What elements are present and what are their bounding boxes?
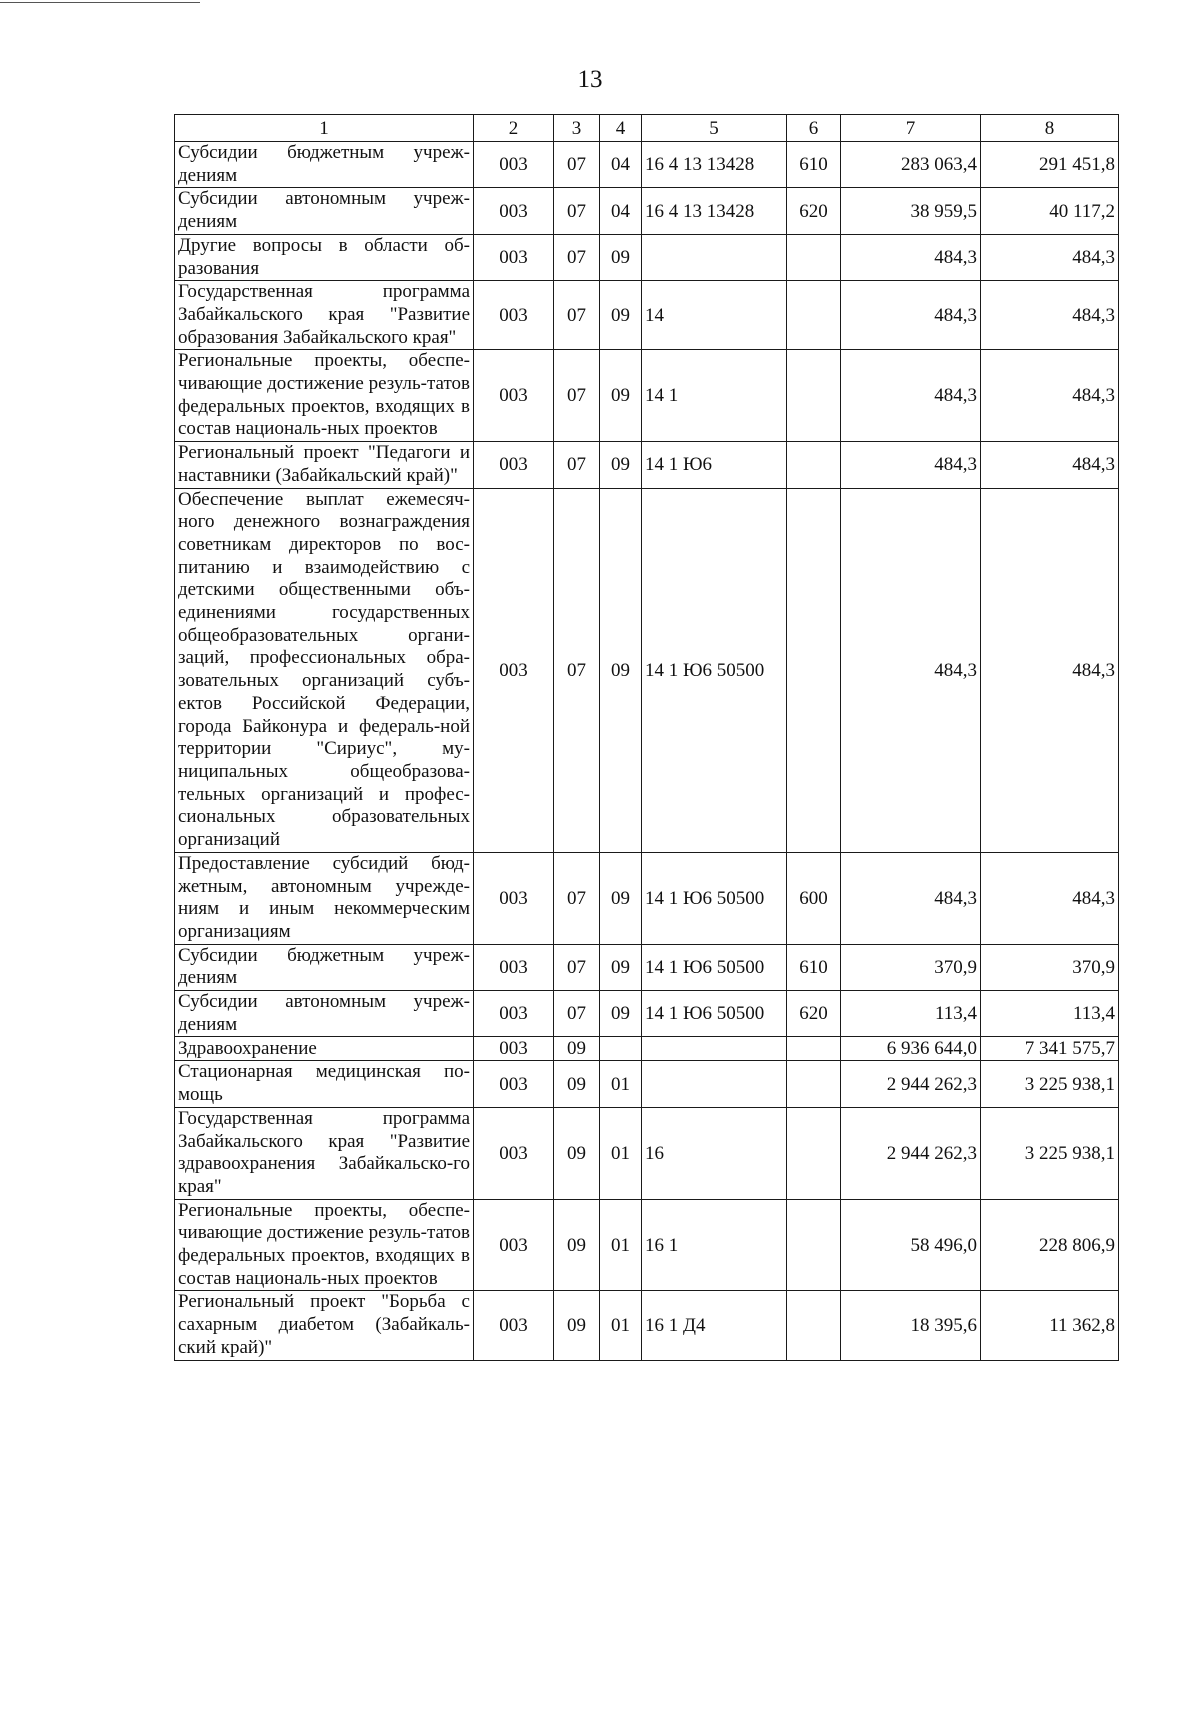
column-header: 5 xyxy=(642,115,787,142)
budget-table xyxy=(174,114,1119,1361)
header-row xyxy=(175,115,1119,142)
row-name-cell: Другие вопросы в области об-разования xyxy=(175,234,474,280)
amount-year1-cell: 58 496,0 xyxy=(841,1199,981,1291)
amount-year2-cell: 484,3 xyxy=(981,442,1119,488)
admin-code-cell: 003 xyxy=(474,188,554,234)
amount-year1-cell: 484,3 xyxy=(841,852,981,944)
expense-type-cell xyxy=(787,1291,841,1360)
admin-code-cell: 003 xyxy=(474,1037,554,1061)
subsection-code-cell: 09 xyxy=(600,991,642,1037)
amount-year2-cell: 484,3 xyxy=(981,234,1119,280)
target-article-cell: 14 xyxy=(642,281,787,350)
table-row xyxy=(175,1291,1119,1360)
table-row xyxy=(175,442,1119,488)
section-code-cell: 07 xyxy=(554,852,600,944)
subsection-code-cell: 04 xyxy=(600,188,642,234)
amount-year1-cell: 18 395,6 xyxy=(841,1291,981,1360)
table-row xyxy=(175,1061,1119,1107)
row-name-cell: Здравоохранение xyxy=(175,1037,474,1061)
page-number: 13 xyxy=(577,66,603,93)
section-code-cell: 09 xyxy=(554,1291,600,1360)
expense-type-cell: 620 xyxy=(787,991,841,1037)
amount-year2-cell: 11 362,8 xyxy=(981,1291,1119,1360)
table-row xyxy=(175,142,1119,188)
expense-type-cell xyxy=(787,1037,841,1061)
column-header: 1 xyxy=(175,115,474,142)
amount-year1-cell: 484,3 xyxy=(841,488,981,852)
target-article-cell: 16 1 Д4 xyxy=(642,1291,787,1360)
expense-type-cell: 610 xyxy=(787,142,841,188)
admin-code-cell: 003 xyxy=(474,1061,554,1107)
subsection-code-cell: 09 xyxy=(600,234,642,280)
target-article-cell: 14 1 Ю6 50500 xyxy=(642,488,787,852)
column-header: 2 xyxy=(474,115,554,142)
table-row xyxy=(175,1037,1119,1061)
section-code-cell: 09 xyxy=(554,1107,600,1199)
target-article-cell: 16 1 xyxy=(642,1199,787,1291)
row-name-cell: Субсидии бюджетным учреж-дениям xyxy=(175,142,474,188)
expense-type-cell xyxy=(787,1061,841,1107)
amount-year2-cell: 3 225 938,1 xyxy=(981,1061,1119,1107)
expense-type-cell: 610 xyxy=(787,944,841,990)
row-name-cell: Обеспечение выплат ежемесяч-ного денежного вознаграждения советникам директоров по вос-питанию и взаимодействию с детскими общественными объ-единениями государственных общеобразовательных органи-заций, профессиональных обра-зовательных организаций субъ-ектов Российской Федерации, города Байконура и федераль-ной территории "Сириус", му-ниципальных общеобразова-тельных организаций и профес-сиональных образовательных организаций xyxy=(175,488,474,852)
amount-year1-cell: 2 944 262,3 xyxy=(841,1061,981,1107)
row-name-cell: Региональный проект "Борьба с сахарным диабетом (Забайкаль-ский край)" xyxy=(175,1291,474,1360)
target-article-cell: 16 4 13 13428 xyxy=(642,142,787,188)
table-row xyxy=(175,188,1119,234)
admin-code-cell: 003 xyxy=(474,1107,554,1199)
admin-code-cell: 003 xyxy=(474,234,554,280)
amount-year2-cell: 40 117,2 xyxy=(981,188,1119,234)
row-name-cell: Субсидии бюджетным учреж-дениям xyxy=(175,944,474,990)
section-code-cell: 07 xyxy=(554,350,600,442)
column-header: 8 xyxy=(981,115,1119,142)
admin-code-cell: 003 xyxy=(474,991,554,1037)
admin-code-cell: 003 xyxy=(474,1199,554,1291)
section-code-cell: 07 xyxy=(554,991,600,1037)
admin-code-cell: 003 xyxy=(474,488,554,852)
target-article-cell: 14 1 Ю6 50500 xyxy=(642,944,787,990)
table-row xyxy=(175,1107,1119,1199)
row-name-cell: Региональный проект "Педагоги и наставники (Забайкальский край)" xyxy=(175,442,474,488)
table-row xyxy=(175,991,1119,1037)
table-row xyxy=(175,944,1119,990)
amount-year2-cell: 484,3 xyxy=(981,281,1119,350)
amount-year2-cell: 7 341 575,7 xyxy=(981,1037,1119,1061)
admin-code-cell: 003 xyxy=(474,944,554,990)
amount-year2-cell: 3 225 938,1 xyxy=(981,1107,1119,1199)
subsection-code-cell: 09 xyxy=(600,852,642,944)
amount-year1-cell: 484,3 xyxy=(841,442,981,488)
amount-year1-cell: 484,3 xyxy=(841,281,981,350)
target-article-cell: 16 4 13 13428 xyxy=(642,188,787,234)
amount-year1-cell: 370,9 xyxy=(841,944,981,990)
target-article-cell xyxy=(642,1037,787,1061)
admin-code-cell: 003 xyxy=(474,852,554,944)
expense-type-cell xyxy=(787,234,841,280)
page-top-rule xyxy=(0,2,200,3)
expense-type-cell xyxy=(787,488,841,852)
admin-code-cell: 003 xyxy=(474,281,554,350)
section-code-cell: 07 xyxy=(554,281,600,350)
row-name-cell: Субсидии автономным учреж-дениям xyxy=(175,991,474,1037)
expense-type-cell xyxy=(787,1199,841,1291)
target-article-cell: 14 1 Ю6 xyxy=(642,442,787,488)
expense-type-cell xyxy=(787,350,841,442)
amount-year1-cell: 484,3 xyxy=(841,350,981,442)
amount-year1-cell: 484,3 xyxy=(841,234,981,280)
subsection-code-cell: 09 xyxy=(600,350,642,442)
section-code-cell: 07 xyxy=(554,142,600,188)
row-name-cell: Стационарная медицинская по-мощь xyxy=(175,1061,474,1107)
expense-type-cell xyxy=(787,281,841,350)
section-code-cell: 07 xyxy=(554,442,600,488)
amount-year1-cell: 283 063,4 xyxy=(841,142,981,188)
admin-code-cell: 003 xyxy=(474,142,554,188)
target-article-cell: 14 1 Ю6 50500 xyxy=(642,852,787,944)
section-code-cell: 07 xyxy=(554,188,600,234)
section-code-cell: 07 xyxy=(554,944,600,990)
table-row xyxy=(175,1199,1119,1291)
table-row xyxy=(175,234,1119,280)
amount-year2-cell: 484,3 xyxy=(981,350,1119,442)
table-row xyxy=(175,488,1119,852)
row-name-cell: Региональные проекты, обеспе-чивающие достижение резуль-татов федеральных проектов, входящих в состав националь-ных проектов xyxy=(175,350,474,442)
section-code-cell: 09 xyxy=(554,1199,600,1291)
amount-year1-cell: 6 936 644,0 xyxy=(841,1037,981,1061)
table-row xyxy=(175,852,1119,944)
subsection-code-cell: 09 xyxy=(600,944,642,990)
admin-code-cell: 003 xyxy=(474,442,554,488)
admin-code-cell: 003 xyxy=(474,1291,554,1360)
subsection-code-cell: 04 xyxy=(600,142,642,188)
subsection-code-cell xyxy=(600,1037,642,1061)
admin-code-cell: 003 xyxy=(474,350,554,442)
target-article-cell: 16 xyxy=(642,1107,787,1199)
target-article-cell: 14 1 xyxy=(642,350,787,442)
section-code-cell: 07 xyxy=(554,488,600,852)
amount-year2-cell: 291 451,8 xyxy=(981,142,1119,188)
row-name-cell: Предоставление субсидий бюд-жетным, автономным учрежде-ниям и иным некоммерческим организациям xyxy=(175,852,474,944)
subsection-code-cell: 09 xyxy=(600,442,642,488)
expense-type-cell: 620 xyxy=(787,188,841,234)
target-article-cell: 14 1 Ю6 50500 xyxy=(642,991,787,1037)
subsection-code-cell: 09 xyxy=(600,488,642,852)
subsection-code-cell: 01 xyxy=(600,1199,642,1291)
subsection-code-cell: 01 xyxy=(600,1291,642,1360)
section-code-cell: 09 xyxy=(554,1037,600,1061)
expense-type-cell xyxy=(787,442,841,488)
expense-type-cell: 600 xyxy=(787,852,841,944)
row-name-cell: Государственная программа Забайкальского края "Развитие здравоохранения Забайкальско-го края" xyxy=(175,1107,474,1199)
amount-year1-cell: 38 959,5 xyxy=(841,188,981,234)
table-row xyxy=(175,281,1119,350)
amount-year1-cell: 113,4 xyxy=(841,991,981,1037)
row-name-cell: Субсидии автономным учреж-дениям xyxy=(175,188,474,234)
target-article-cell xyxy=(642,234,787,280)
amount-year2-cell: 113,4 xyxy=(981,991,1119,1037)
section-code-cell: 09 xyxy=(554,1061,600,1107)
table-row xyxy=(175,350,1119,442)
section-code-cell: 07 xyxy=(554,234,600,280)
amount-year2-cell: 228 806,9 xyxy=(981,1199,1119,1291)
subsection-code-cell: 09 xyxy=(600,281,642,350)
amount-year2-cell: 370,9 xyxy=(981,944,1119,990)
amount-year2-cell: 484,3 xyxy=(981,852,1119,944)
column-header: 3 xyxy=(554,115,600,142)
amount-year1-cell: 2 944 262,3 xyxy=(841,1107,981,1199)
subsection-code-cell: 01 xyxy=(600,1061,642,1107)
column-header: 6 xyxy=(787,115,841,142)
column-header: 7 xyxy=(841,115,981,142)
row-name-cell: Государственная программа Забайкальского края "Развитие образования Забайкальского края" xyxy=(175,281,474,350)
expense-type-cell xyxy=(787,1107,841,1199)
column-header: 4 xyxy=(600,115,642,142)
target-article-cell xyxy=(642,1061,787,1107)
subsection-code-cell: 01 xyxy=(600,1107,642,1199)
row-name-cell: Региональные проекты, обеспе-чивающие достижение резуль-татов федеральных проектов, входящих в состав националь-ных проектов xyxy=(175,1199,474,1291)
amount-year2-cell: 484,3 xyxy=(981,488,1119,852)
